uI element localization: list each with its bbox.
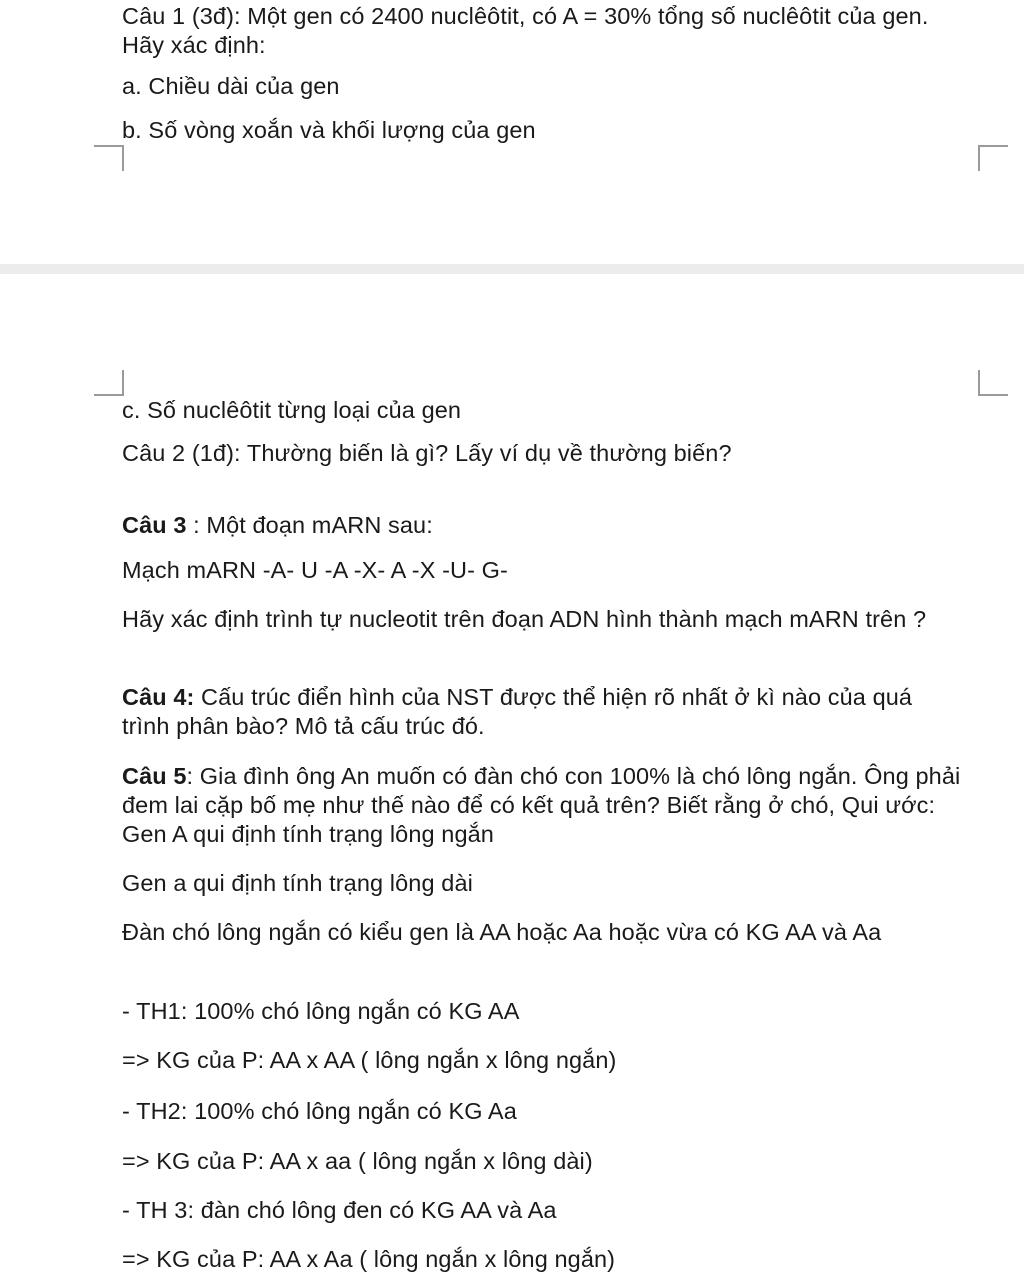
question-3-text: : Một đoạn mARN sau:: [186, 512, 433, 538]
question-1c: c. Số nuclêôtit từng loại của gen: [122, 397, 462, 423]
page-separator: [0, 264, 1024, 274]
question-5-label: Câu 5: [122, 763, 187, 789]
question-3-label: Câu 3: [122, 512, 187, 538]
margin-corner-mark: [94, 370, 124, 396]
question-4-text: Cấu trúc điển hình của NST được thể hiện rõ nhất ở kì nào của quá trình phân bào? Mô tả cấu trúc đó.: [122, 684, 913, 739]
question-3-task: Hãy xác định trình tự nucleotit trên đoạn ADN hình thành mạch mARN trên ?: [122, 606, 927, 632]
question-1-prefix: Câu 1 (3đ):: [122, 3, 248, 29]
question-4-label: Câu 4:: [122, 684, 195, 710]
margin-corner-mark: [978, 370, 1008, 396]
question-1a: a. Chiều dài của gen: [122, 73, 340, 99]
question-2: Câu 2 (1đ): Thường biến là gì? Lấy ví dụ về thường biến?: [122, 440, 732, 466]
question-1-text: Một gen có 2400 nuclêôtit, có A = 30% tổng số nuclêôtit của gen. Hãy xác định:: [122, 3, 929, 58]
margin-corner-mark: [94, 145, 124, 171]
question-4: [122, 683, 962, 741]
answer-genotypes: Đàn chó lông ngắn có kiểu gen là AA hoặc Aa hoặc vừa có KG AA và Aa: [122, 919, 882, 945]
answer-case-1: - TH1: 100% chó lông ngắn có KG AA: [122, 998, 520, 1024]
question-1b: b. Số vòng xoắn và khối lượng của gen: [122, 117, 536, 143]
answer-case-1-parents: => KG của P: AA x AA ( lông ngắn x lông ngắn): [122, 1047, 617, 1073]
answer-case-3-parents: => KG của P: AA x Aa ( lông ngắn x lông ngắn): [122, 1246, 616, 1272]
question-1: [122, 2, 952, 60]
question-3-strand: Mạch mARN -A- U -A -X- A -X -U- G-: [122, 557, 508, 583]
answer-case-2: - TH2: 100% chó lông ngắn có KG Aa: [122, 1098, 517, 1124]
answer-gen-a: Gen a qui định tính trạng lông dài: [122, 870, 473, 896]
question-3: [122, 511, 972, 540]
answer-case-3: - TH 3: đàn chó lông đen có KG AA và Aa: [122, 1197, 557, 1223]
question-5: [122, 762, 967, 849]
question-5-text: : Gia đình ông An muốn có đàn chó con 100% là chó lông ngắn. Ông phải đem lai cặp bố mẹ như thế nào để có kết quả trên? Biết rằng ở chó, Qui ước: Gen A qui định tính trạng lông ngắn: [122, 763, 961, 847]
margin-corner-mark: [978, 145, 1008, 171]
answer-case-2-parents: => KG của P: AA x aa ( lông ngắn x lông dài): [122, 1148, 593, 1174]
